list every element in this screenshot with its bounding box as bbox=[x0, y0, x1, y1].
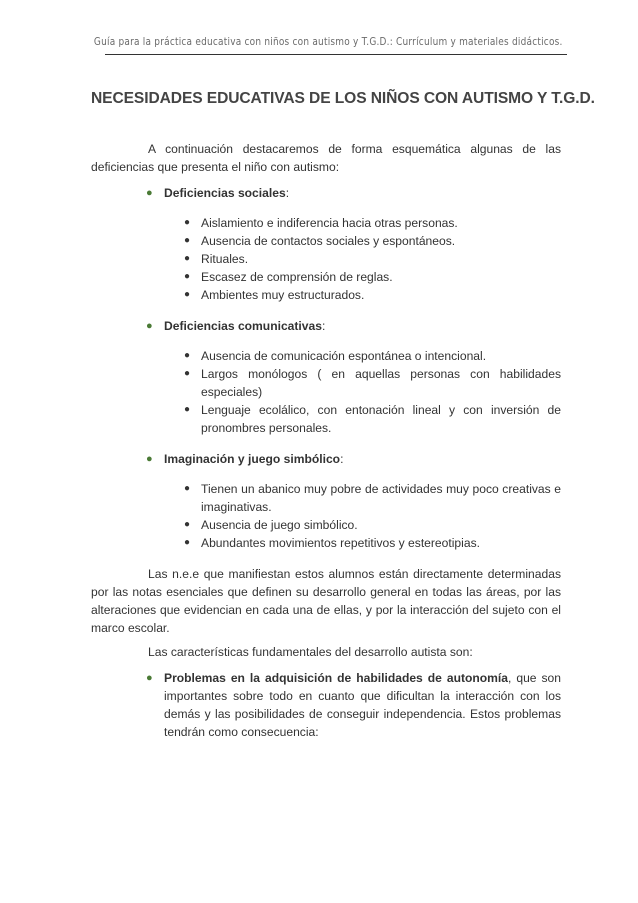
list-item bbox=[91, 347, 561, 365]
green-bullet-icon: ● bbox=[146, 187, 153, 199]
communication-list bbox=[91, 347, 561, 437]
green-bullet-icon: ● bbox=[146, 672, 153, 684]
document-body bbox=[91, 140, 561, 741]
list-item bbox=[91, 534, 561, 552]
black-bullet-icon: ● bbox=[184, 519, 191, 530]
list-item bbox=[91, 250, 561, 268]
list-item bbox=[91, 232, 561, 250]
section-suffix: : bbox=[285, 186, 290, 200]
list-item bbox=[91, 480, 561, 516]
list-item-text: Ambientes muy estructurados. bbox=[201, 288, 365, 302]
list-item-text: Escasez de comprensión de reglas. bbox=[201, 270, 393, 284]
list-item-text: Lenguaje ecolálico, con entonación lineal y con inversión de pronombres personales. bbox=[201, 403, 561, 435]
section-suffix: : bbox=[340, 452, 344, 466]
section-imagination bbox=[91, 450, 561, 468]
features-list bbox=[91, 669, 561, 741]
list-item-text: Ausencia de contactos sociales y espontáneos. bbox=[201, 234, 456, 248]
intro-paragraph: A continuación destacaremos de forma esquemática algunas de las deficiencias que presenta el niño con autismo: bbox=[91, 142, 561, 174]
green-bullet-icon: ● bbox=[146, 453, 153, 465]
list-item bbox=[91, 286, 561, 304]
section-heading-item bbox=[91, 450, 561, 468]
black-bullet-icon: ● bbox=[184, 235, 191, 246]
section-heading: Deficiencias comunicativas bbox=[164, 319, 322, 333]
nee-paragraph: Las n.e.e que manifiestan estos alumnos están directamente determinadas por las notas esenciales que definen su desarrollo general en todas las áreas, por las alteraciones que evidencian en cada una de ellas, y por la interacción del sujeto con el marco escolar. bbox=[91, 567, 561, 635]
section-communication bbox=[91, 317, 561, 335]
black-bullet-icon: ● bbox=[184, 217, 191, 228]
page-header bbox=[94, 36, 567, 55]
header-text: Guía para la práctica educativa con niños con autismo y T.G.D.: Currículum y materiales didácticos. bbox=[94, 37, 563, 48]
imagination-list bbox=[91, 480, 561, 552]
list-item bbox=[91, 516, 561, 534]
list-item bbox=[91, 214, 561, 232]
black-bullet-icon: ● bbox=[184, 253, 191, 264]
final-item-body: , que son importantes sobre todo en cuanto que dificultan la interacción con los demás y las posibilidades de conseguir independencia. Estos problemas tendrán como consecuencia: bbox=[164, 671, 561, 739]
list-item-text: Rituales. bbox=[201, 252, 249, 266]
black-bullet-icon: ● bbox=[184, 289, 191, 300]
list-item-text: Abundantes movimientos repetitivos y estereotipias. bbox=[201, 536, 480, 550]
section-heading-item bbox=[91, 317, 561, 335]
features-paragraph: Las características fundamentales del desarrollo autista son: bbox=[148, 645, 473, 659]
section-heading: Deficiencias sociales bbox=[164, 186, 286, 200]
section-social bbox=[91, 184, 561, 202]
list-item-text: Tienen un abanico muy pobre de actividades muy poco creativas e imaginativas. bbox=[201, 482, 561, 514]
section-heading-item bbox=[91, 184, 561, 202]
black-bullet-icon: ● bbox=[184, 537, 191, 548]
black-bullet-icon: ● bbox=[184, 271, 191, 282]
list-item-text: Aislamiento e indiferencia hacia otras personas. bbox=[201, 216, 458, 230]
list-item bbox=[91, 401, 561, 437]
green-bullet-icon: ● bbox=[146, 320, 153, 332]
section-suffix: : bbox=[321, 319, 326, 333]
list-item-text: Ausencia de juego simbólico. bbox=[201, 518, 358, 532]
social-list bbox=[91, 214, 561, 304]
list-item bbox=[91, 365, 561, 401]
list-item-text: Ausencia de comunicación espontánea o intencional. bbox=[201, 349, 487, 363]
page-title: NECESIDADES EDUCATIVAS DE LOS NIÑOS CON AUTISMO Y T.G.D. bbox=[91, 90, 595, 107]
black-bullet-icon: ● bbox=[184, 404, 191, 415]
list-item bbox=[91, 669, 561, 741]
final-item-heading: Problemas en la adquisición de habilidades de autonomía bbox=[164, 671, 508, 685]
black-bullet-icon: ● bbox=[184, 483, 191, 494]
list-item bbox=[91, 268, 561, 286]
black-bullet-icon: ● bbox=[184, 368, 191, 379]
final-item-text bbox=[164, 669, 561, 741]
black-bullet-icon: ● bbox=[184, 350, 191, 361]
list-item-text: Largos monólogos ( en aquellas personas con habilidades especiales) bbox=[201, 367, 561, 399]
section-heading: Imaginación y juego simbólico bbox=[164, 452, 341, 466]
